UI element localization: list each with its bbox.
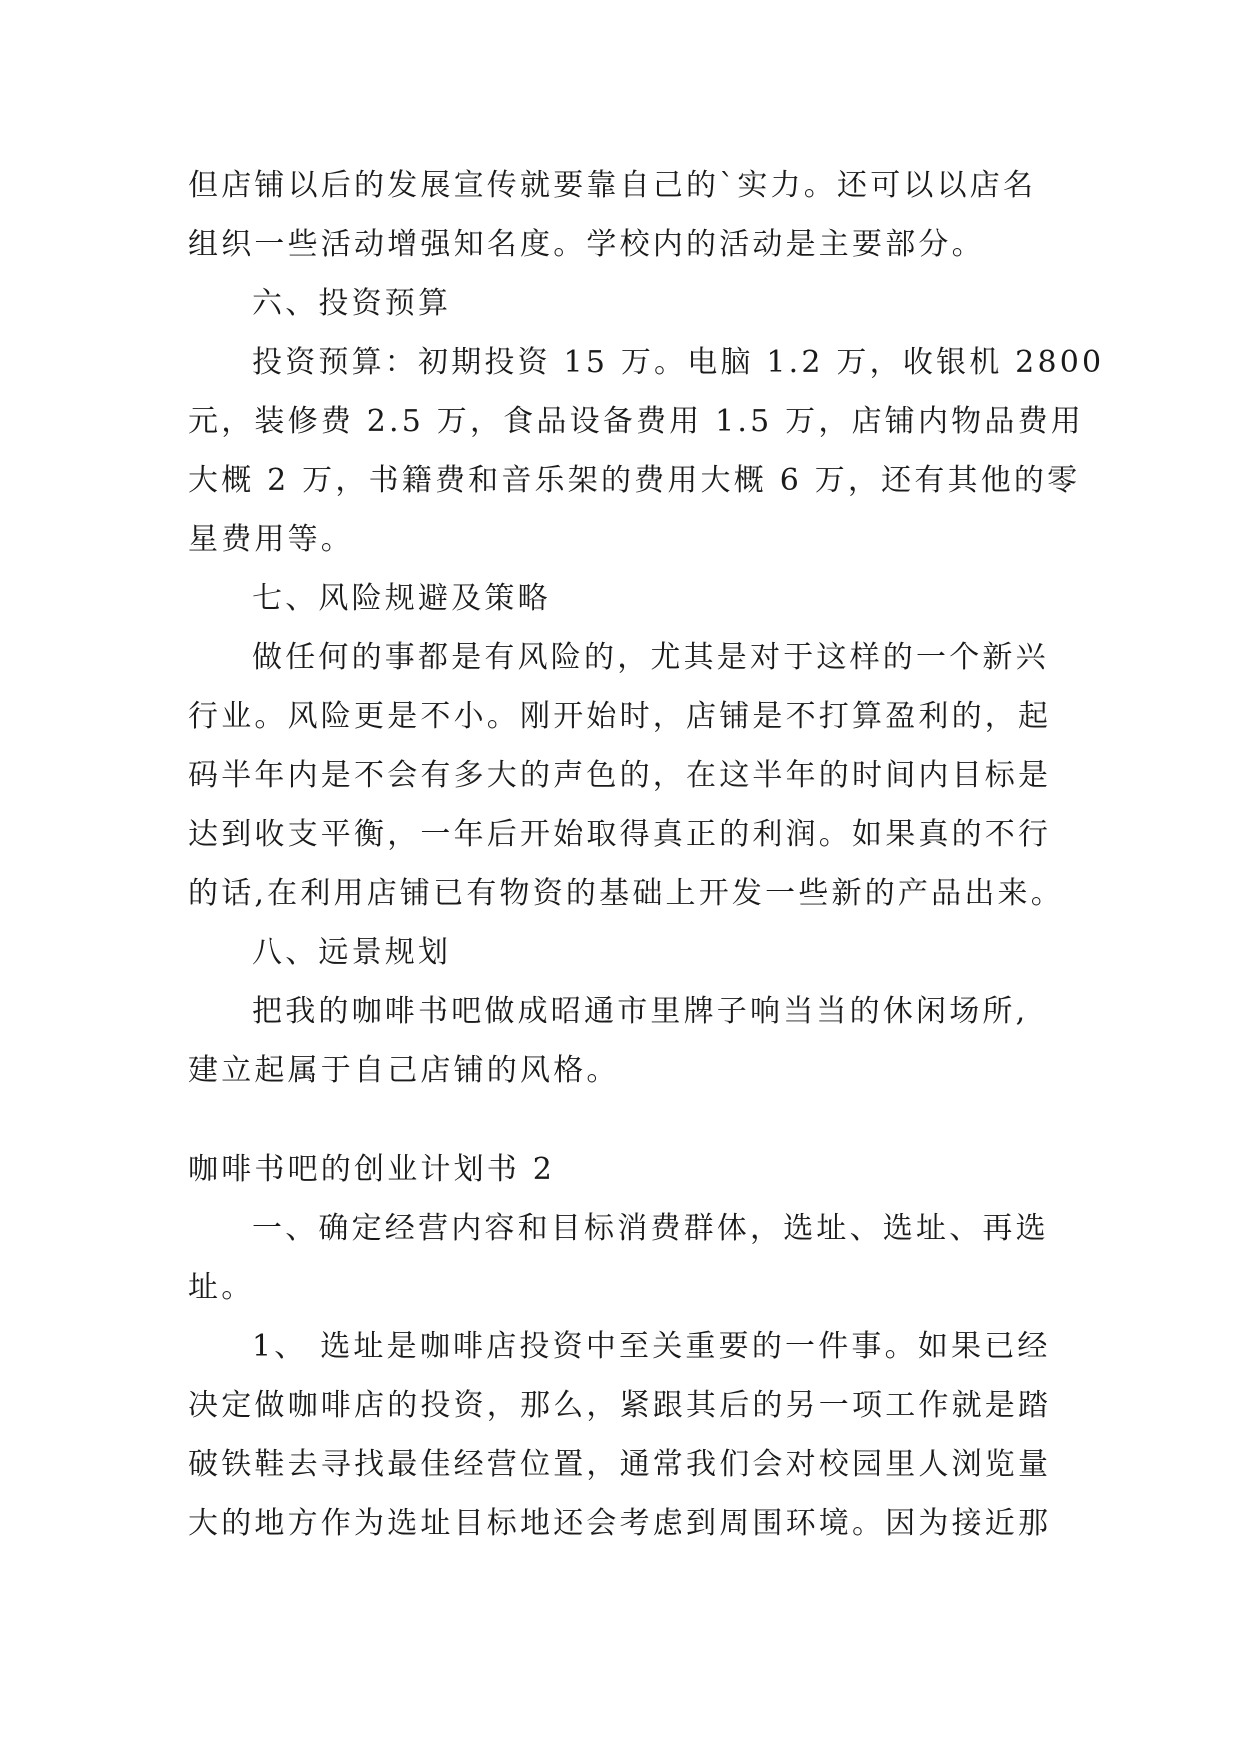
- paragraph-line: 码半年内是不会有多大的声色的，在这半年的时间内目标是: [188, 758, 1052, 793]
- section-heading-content: 一、确定经营内容和目标消费群体，选址、选址、再选: [252, 1211, 1049, 1246]
- paragraph-line: 大概 2 万，书籍费和音乐架的费用大概 6 万，还有其他的零: [188, 463, 1081, 498]
- section-heading-risk: 七、风险规避及策略: [252, 581, 551, 616]
- paragraph-line: 把我的咖啡书吧做成昭通市里牌子响当当的休闲场所,: [252, 994, 1029, 1029]
- section-gap: [188, 1100, 1058, 1140]
- paragraph-line: 达到收支平衡，一年后开始取得真正的利润。如果真的不行: [188, 817, 1052, 852]
- paragraph-line: 但店铺以后的发展宣传就要靠自己的`实力。还可以以店名: [188, 168, 1037, 203]
- paragraph-line: 破铁鞋去寻找最佳经营位置，通常我们会对校园里人浏览量: [188, 1447, 1052, 1482]
- paragraph-line: 建立起属于自己店铺的风格。: [188, 1053, 620, 1088]
- paragraph-line: 做任何的事都是有风险的，尤其是对于这样的一个新兴: [252, 640, 1049, 675]
- paragraph-line: 1、 选址是咖啡店投资中至关重要的一件事。如果已经: [252, 1329, 1051, 1364]
- paragraph-line: 投资预算：初期投资 15 万。电脑 1.2 万，收银机 2800: [252, 345, 1105, 380]
- paragraph-line: 组织一些活动增强知名度。学校内的活动是主要部分。: [188, 227, 985, 262]
- paragraph-line: 元，装修费 2.5 万，食品设备费用 1.5 万，店铺内物品费用: [188, 404, 1084, 439]
- section-heading-budget: 六、投资预算: [252, 286, 452, 321]
- document-body: [188, 156, 1105, 1553]
- document-title-2: 咖啡书吧的创业计划书 2: [188, 1152, 556, 1187]
- paragraph-line: 行业。风险更是不小。刚开始时，店铺是不打算盈利的，起: [188, 699, 1052, 734]
- paragraph-line: 星费用等。: [188, 522, 354, 557]
- section-heading-vision: 八、远景规划: [252, 935, 452, 970]
- paragraph-line: 大的地方作为选址目标地还会考虑到周围环境。因为接近那: [188, 1506, 1052, 1541]
- paragraph-line: 的话,在利用店铺已有物资的基础上开发一些新的产品出来。: [188, 876, 1064, 911]
- paragraph-line: 决定做咖啡店的投资，那么，紧跟其后的另一项工作就是踏: [188, 1388, 1052, 1423]
- paragraph-line: 址。: [188, 1270, 255, 1305]
